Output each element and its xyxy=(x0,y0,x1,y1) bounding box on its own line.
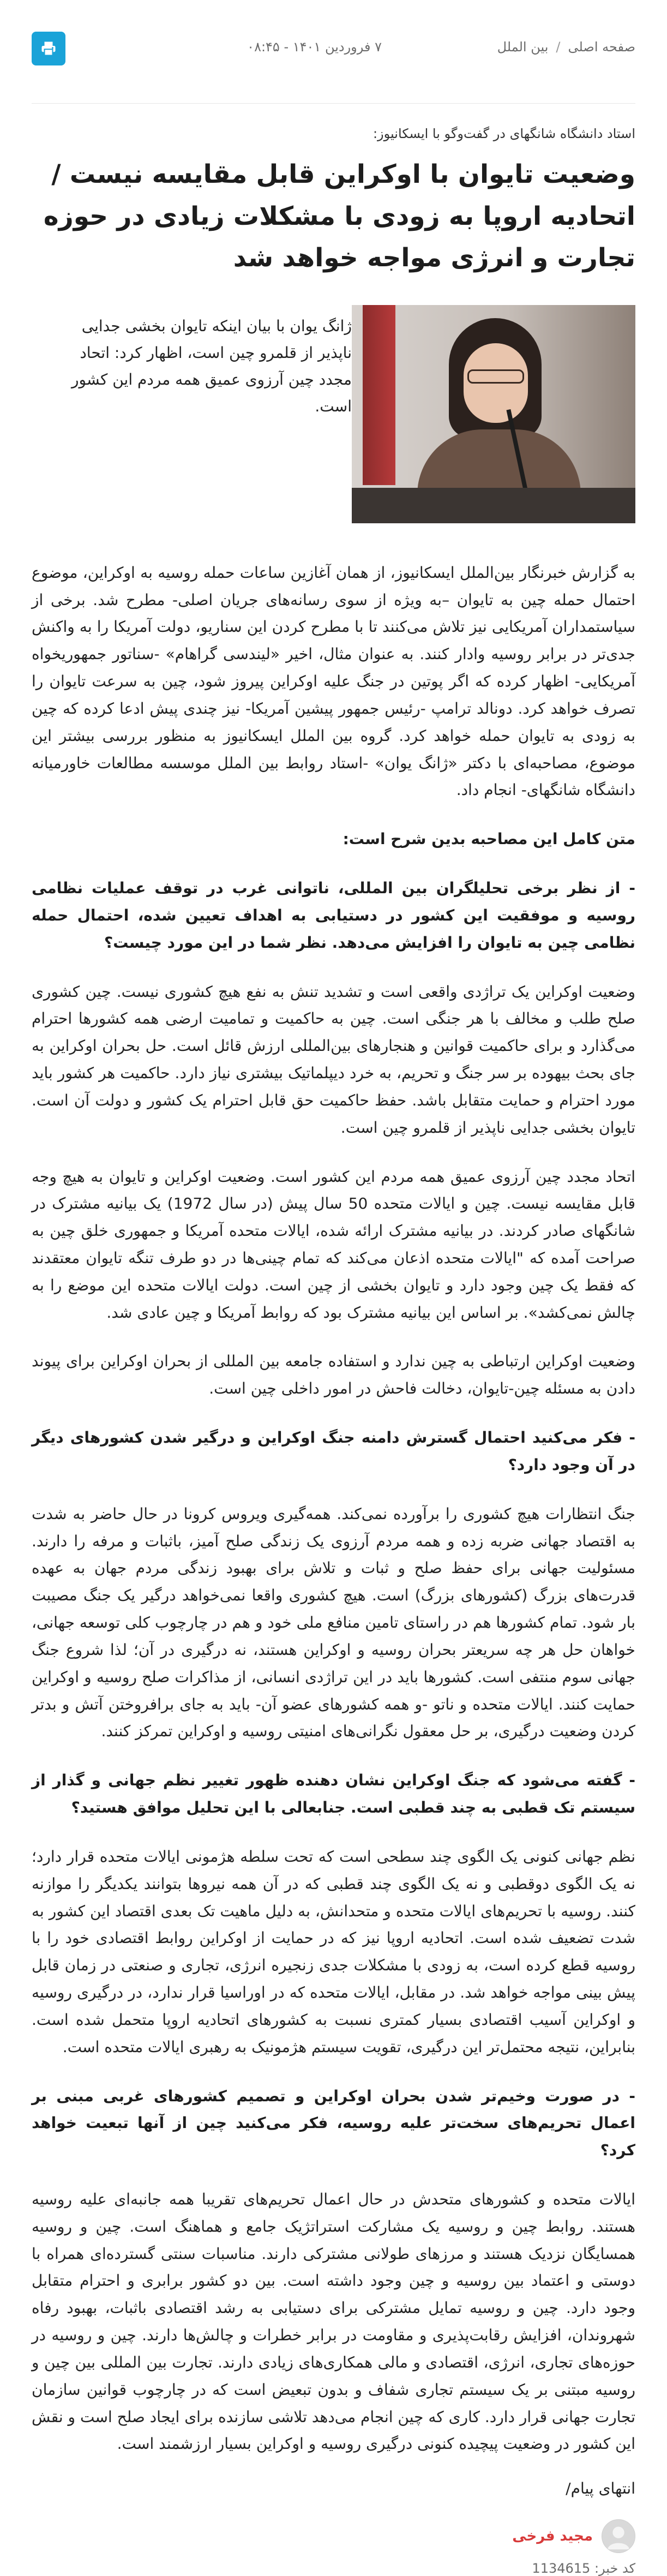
avatar[interactable] xyxy=(602,2519,635,2553)
interview-heading: متن کامل این مصاحبه بدین شرح است: xyxy=(342,830,635,848)
end-of-message: انتهای پیام/ xyxy=(566,2479,635,2498)
news-code: کد خبر: 1134615 xyxy=(532,2561,635,2576)
interview-question: - در صورت وخیم‌تر شدن بحران اوکراین و تصمیم کشورهای غربی مبنی بر اعمال تحریم‌های سخت‌تر علیه روسیه، فکر می‌کنید چین از آنها تبعیت خواهد کرد؟ xyxy=(32,2087,635,2160)
interview-answer: اتحاد مجدد چین آرزوی عمیق همه مردم این کشور است. وضعیت اوکراین و تایوان به هیچ وجه قابل مقایسه نیست. چین و ایالات متحده 50 سال پیش (در سال 1972) یک بیانیه مشترک در شانگهای صادر کردند. در بیانیه مشترک ارائه شده، ایالات متحده آمریکا و جمهوری خلق چین به صراحت آمده که "ایالات متحده اذعان می‌کند که تمام چینی‌ها در دو طرف تنگه تایوان معتقدند که فقط یک چین وجود دارد و تایوان بخشی از چین است. دولت ایالات متحده این موضع را به چالش نمی‌کشد». بر اساس این بیانیه مشترک بود که روابط آمریکا و چین عادی شد. xyxy=(32,1167,635,1322)
interview-answer: ایالات متحده و کشورهای متحدش در حال اعمال تحریم‌های تقریبا همه جانبه‌ای علیه روسیه هستند. روابط چین و روسیه یک مشارکت استراتژیک جامع و هماهنگ است. چین و روسیه همسایگان نزدیک هستند و مرزهای طولانی مشترکی دارند. مناسبات سنتی گسترده‌ای همراه با دوستی و اعتماد بین روسیه و چین وجود داشته است. بین دو کشور برابری و احترام متقابل وجود دارد. چین و روسیه تمایل مشترکی برای دستیابی به رشد اقتصادی باثبات، بهبود رفاه شهروندان، افزایش رقابت‌پذیری و مقاومت در برابر خطرات و چالش‌ها دارند. چین و روسیه در حوزه‌های تجاری، انرژی، اقتصادی و مالی همکاری‌های زیادی دارند. تجارت بین المللی بین چین و روسیه مبتنی بر یک سیستم تجاری شفاف و بدون تبعیض است که در چارچوب قوانین سازمان تجارت جهانی قرار دارد. کاری که چین انجام می‌دهد تلاشی سازنده برای ایجاد صلح است و نقش این کشور در وضعیت پیچیده کنونی درگیری روسیه و اوکراین بسیار ارزشمند است. xyxy=(32,2190,635,2453)
author-block[interactable] xyxy=(32,2519,635,2553)
article-intro xyxy=(32,305,635,523)
article-photo xyxy=(352,305,635,523)
breadcrumb-section-link[interactable]: بین الملل xyxy=(497,39,549,55)
article-summary: ژانگ یوان با بیان اینکه تایوان بخشی جدایی ناپذیر از قلمرو چین است، اظهار کرد: اتحاد مجدد چین آرزوی عمیق همه مردم این کشور است. xyxy=(71,316,352,415)
article-lead-label: استاد دانشگاه شانگهای در گفت‌وگو با ایسکانیوز: xyxy=(372,126,635,141)
article-title: وضعیت تایوان با اوکراین قابل مقایسه نیست / اتحادیه اروپا به زودی با مشکلات زیادی در حوزه تجارت و انرژی مواجه خواهد شد xyxy=(43,159,635,273)
breadcrumb-home-link[interactable]: صفحه اصلی xyxy=(568,39,635,55)
printer-icon xyxy=(40,40,57,57)
author-name[interactable]: مجید فرخی xyxy=(512,2528,593,2545)
print-button[interactable] xyxy=(32,32,65,65)
interview-question: - از نظر برخی تحلیلگران بین المللی، ناتوانی غرب در توقف عملیات نظامی روسیه و موفقیت این کشور در دستیابی به اهداف تعیین شده، احتمال حمله نظامی چین به تایوان را افزایش می‌دهد. نظر شما در این مورد چیست؟ xyxy=(32,879,635,952)
user-avatar-icon xyxy=(602,2519,635,2553)
article-paragraph: به گزارش خبرنگار بین‌الملل ایسکانیوز، از همان آغازین ساعات حمله روسیه به اوکراین، موضوع احتمال حمله چین به تایوان –به ویژه از سوی رسانه‌های جریان اصلی- مطرح شد. برخی از سیاستمداران آمریکایی نیز تلاش می‌کنند تا با مطرح کردن این سناریو، دولت آمریکا را به واکنش جدی‌تر در برابر روسیه وادار کنند. به عنوان مثال، اخیر «لیندسی گراهام» -سناتور جمهوریخواه آمریکایی- اظهار کرده که اگر پوتین در جنگ علیه اوکراین پیروز شود، چین به سرعت تایوان را تصرف خواهد کرد. دونالد ترامپ -رئیس جمهور پیشین آمریکا- نیز چندی پیش ادعا کرده که چین به زودی به تایوان حمله خواهد کرد. گروه بین الملل ایسکانیوز به منظور بررسی بیشتر این موضوع، مصاحبه‌ای با دکتر «ژانگ یوان» -استاد روابط بین الملل موسسه مطالعات خاورمیانه دانشگاه شانگهای- انجام داد. xyxy=(32,563,635,799)
publish-date: ۷ فروردین ۱۴۰۱ - ۰۸:۴۵ xyxy=(247,39,382,55)
interview-question: - فکر می‌کنید احتمال گسترش دامنه جنگ اوکراین و درگیر شدن کشورهای دیگر در آن وجود دارد؟ xyxy=(32,1429,635,1474)
header-bar xyxy=(32,0,635,104)
breadcrumb xyxy=(497,39,635,55)
interview-answer: وضعیت اوکراین ارتباطی به چین ندارد و استفاده جامعه بین المللی از بحران اوکراین برای پیوند دادن به مسئله چین-تایوان، دخالت فاحش در امور داخلی چین است. xyxy=(32,1352,635,1398)
interview-answer: جنگ انتظارات هیچ کشوری را برآورده نمی‌کند. همه‌گیری ویروس کرونا در حال حاضر به شدت به اقتصاد جهانی ضربه زده و همه مردم آرزوی یک زندگی صلح آمیز، باثبات و مرفه را دارند. مسئولیت جهانی برای حفظ صلح و ثبات و تلاش برای بهبود زندگی مردم جهان به عهده قدرت‌های بزرگ (کشورهای بزرگ) است. هیچ کشوری واقعا نمی‌خواهد درگیر یک جنگ مصیبت بار شود. تمام کشورها هم در راستای تامین منافع ملی خود و هم در چارچوب کلی توسعه جهانی، خواهان حل هر چه سریعتر بحران روسیه و اوکراین هستند، نه درگیری در آن؛ لذا شروع جنگ جهانی سوم منتفی است. کشورها باید در این تراژدی انسانی، از مذاکرات صلح روسیه و اوکراین حمایت کنند. ایالات متحده و ناتو -و همه کشورهای عضو آن- باید به جای برافروختن آتش و بدتر کردن وضعیت درگیری، بر حل معقول نگرانی‌های امنیتی روسیه و اوکراین تمرکز کنند. xyxy=(32,1504,635,1741)
interview-answer: وضعیت اوکراین یک تراژدی واقعی است و تشدید تنش به نفع هیچ کشوری نیست. چین کشوری صلح طلب و مخالف با هر جنگی است. چین به حاکمیت و تمامیت ارضی همه کشورها احترام می‌گذارد و برای حاکمیت قوانین و هنجارهای بین‌المللی ارزش قائل است. حل بحران اوکراین به جای بحث بیهوده بر سر جنگ و تحریم، به خرد دیپلماتیک بیشتری نیاز دارد. حاکمیت هر کشور باید مورد احترام و حمایت متقابل باشد. حفظ حاکمیت حق قابل احترام یک کشور و دولت آن است. تایوان بخشی جدایی ناپذیر از قلمرو چین است. xyxy=(32,982,635,1137)
breadcrumb-separator: / xyxy=(556,39,561,55)
interview-answer: نظم جهانی کنونی یک الگوی چند سطحی است که تحت سلطه هژمونی ایالات متحده قرار دارد؛ نه یک الگوی دوقطبی و نه یک الگوی چند قطبی که در آن همه نیروها بتوانند یکدیگر را موازنه کنند. روسیه با تحریم‌های ایالات متحده و متحدانش، به دلیل ماهیت تک بعدی اقتصاد این کشور به شدت تضعیف شده است. اتحادیه اروپا نیز که در حمایت از اوکراین روابط اقتصادی خود را با روسیه قطع کرده است، به زودی با مشکلات جدی زنجیره انرژی، تجاری و صنعتی در زمان قابل پیش بینی مواجه خواهد شد. در مقابل، ایالات متحده که در اوراسیا قرار ندارد، در درگیری روسیه و اوکراین آسیب اقتصادی بسیار کمتری نسبت به کشورهای اتحادیه اروپا متحمل شده است. بنابراین، نتیجه محتمل‌تر این درگیری، تقویت سیستم هژمونیک به رهبری ایالات متحده است. xyxy=(32,1847,635,2056)
flag-shape xyxy=(363,305,395,485)
interview-question: - گفته می‌شود که جنگ اوکراین نشان دهنده ظهور تغییر نظم جهانی و گذار از سیستم تک قطبی به چند قطبی است. جنابعالی با این تحلیل موافق هستید؟ xyxy=(32,1771,635,1817)
